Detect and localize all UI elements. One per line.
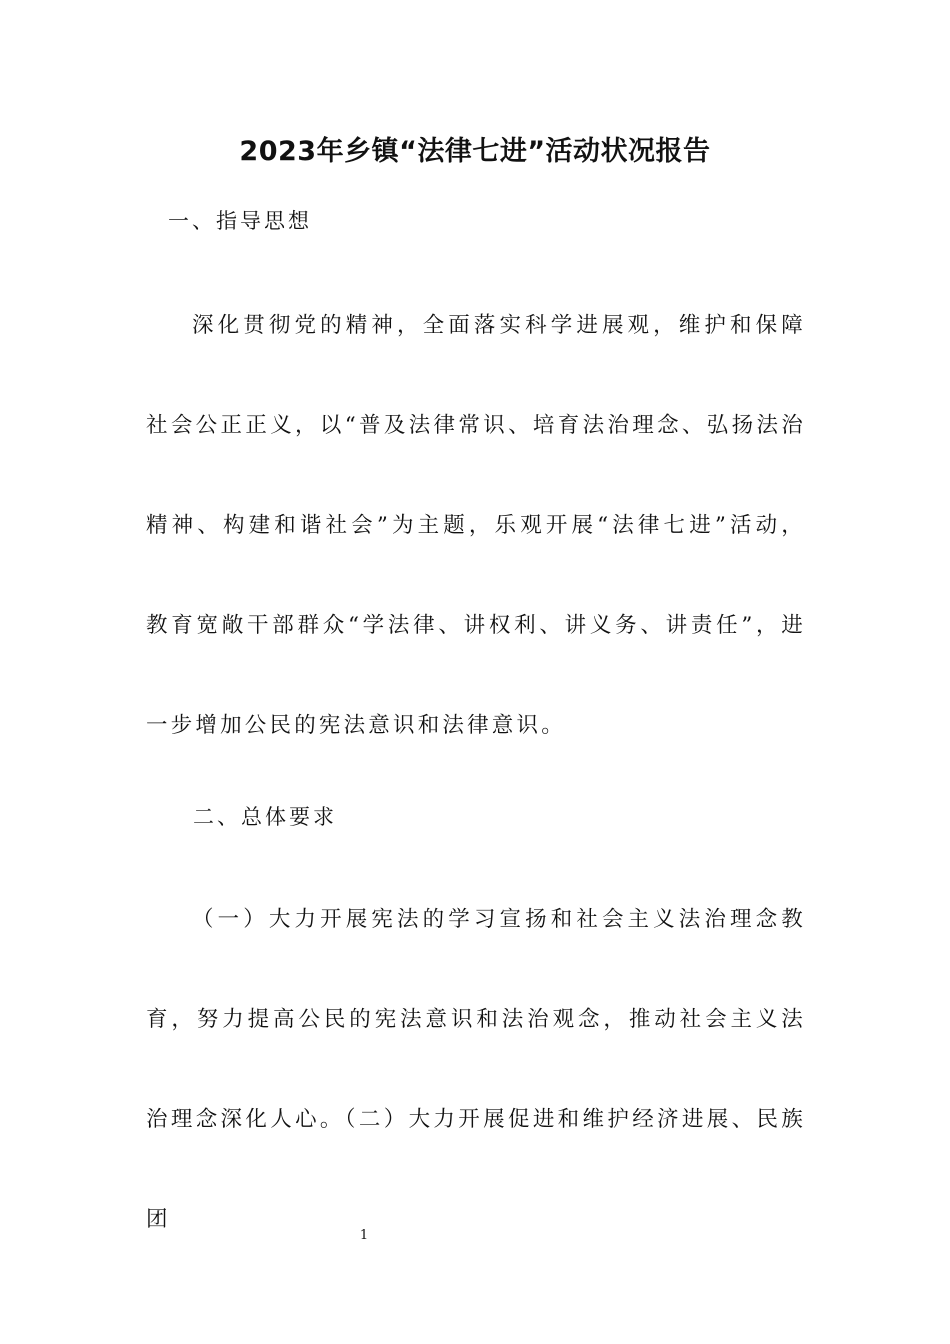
section-paragraph-guiding-ideology: 深化贯彻党的精神，全面落实科学进展观，维护和保障社会公正正义，以“普及法律常识、培育法治理念、弘扬法治精神、构建和谐社会”为主题，乐观开展“法律七进”活动，教育宽敞干部群众“学法律、讲权利、讲义务、讲责任”，进一步增加公民的宪法意识和法律意识。 — [146, 313, 806, 738]
section-heading-overall-requirements: 二、总体要求 — [193, 805, 337, 829]
page-number: 1 — [359, 1228, 369, 1243]
document-title: 2023年乡镇“法律七进”活动状况报告 — [239, 136, 711, 167]
section-heading-guiding-ideology: 一、指导思想 — [168, 209, 312, 233]
section-paragraph-overall-requirements: （一）大力开展宪法的学习宣扬和社会主义法治理念教育，努力提高公民的宪法意识和法治观念，推动社会主义法治理念深化人心。（二）大力开展促进和维护经济进展、民族团 — [146, 907, 806, 1232]
